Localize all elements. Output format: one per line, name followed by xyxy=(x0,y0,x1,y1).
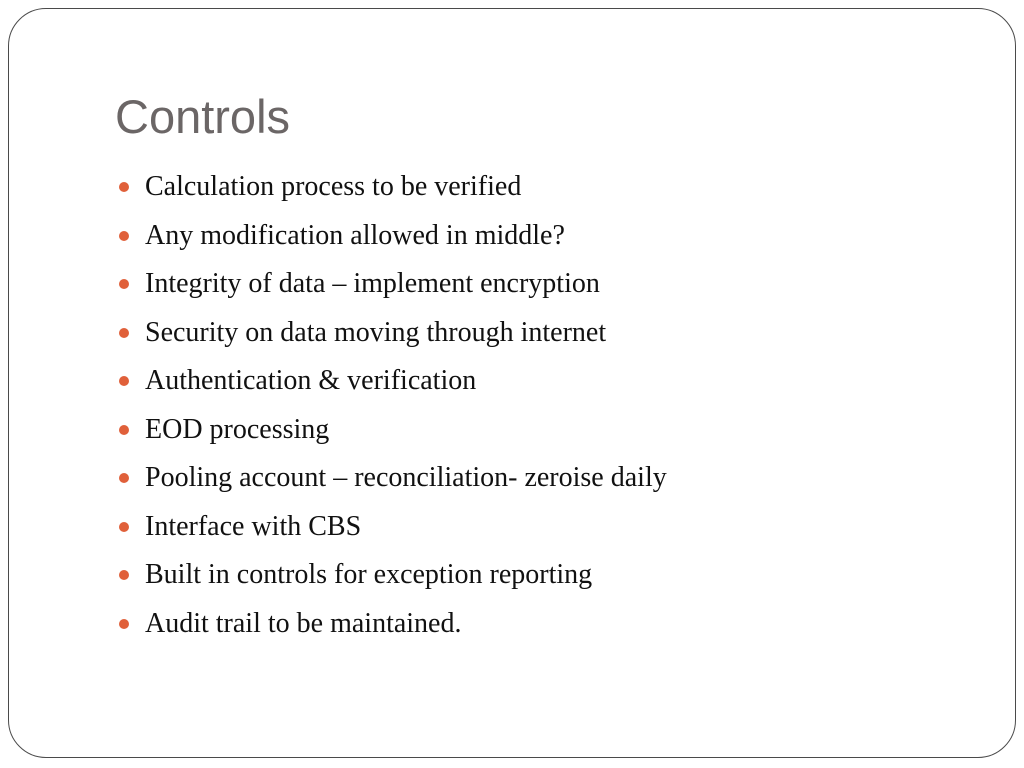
bullet-text: Security on data moving through internet xyxy=(145,316,607,348)
bullet-list xyxy=(115,165,667,650)
bullet-dot-icon xyxy=(119,522,129,532)
bullet-dot-icon xyxy=(119,328,129,338)
slide-title: Controls xyxy=(115,90,291,143)
bullet-item xyxy=(115,456,667,505)
bullet-item xyxy=(115,262,667,311)
bullet-dot-icon xyxy=(119,425,129,435)
bullet-dot-icon xyxy=(119,182,129,192)
bullet-dot-icon xyxy=(119,473,129,483)
slide-frame xyxy=(8,8,1016,758)
bullet-text: Any modification allowed in middle? xyxy=(145,219,565,251)
bullet-dot-icon xyxy=(119,619,129,629)
bullet-dot-icon xyxy=(119,570,129,580)
bullet-item xyxy=(115,359,667,408)
bullet-item xyxy=(115,602,667,651)
bullet-text: Interface with CBS xyxy=(145,510,362,542)
bullet-item xyxy=(115,311,667,360)
bullet-text: Pooling account – reconciliation- zeroise daily xyxy=(145,462,667,493)
bullet-dot-icon xyxy=(119,231,129,241)
bullet-item xyxy=(115,553,667,602)
bullet-item xyxy=(115,165,667,214)
bullet-text: Calculation process to be verified xyxy=(145,171,522,202)
bullet-item xyxy=(115,408,667,457)
bullet-text: Audit trail to be maintained. xyxy=(145,607,462,639)
bullet-dot-icon xyxy=(119,279,129,289)
bullet-text: Integrity of data – implement encryption xyxy=(145,268,600,299)
bullet-item xyxy=(115,505,667,554)
bullet-text: Authentication & verification xyxy=(145,365,477,396)
bullet-dot-icon xyxy=(119,376,129,386)
bullet-text: Built in controls for exception reporting xyxy=(145,559,593,590)
bullet-item xyxy=(115,214,667,263)
bullet-text: EOD processing xyxy=(145,413,330,445)
